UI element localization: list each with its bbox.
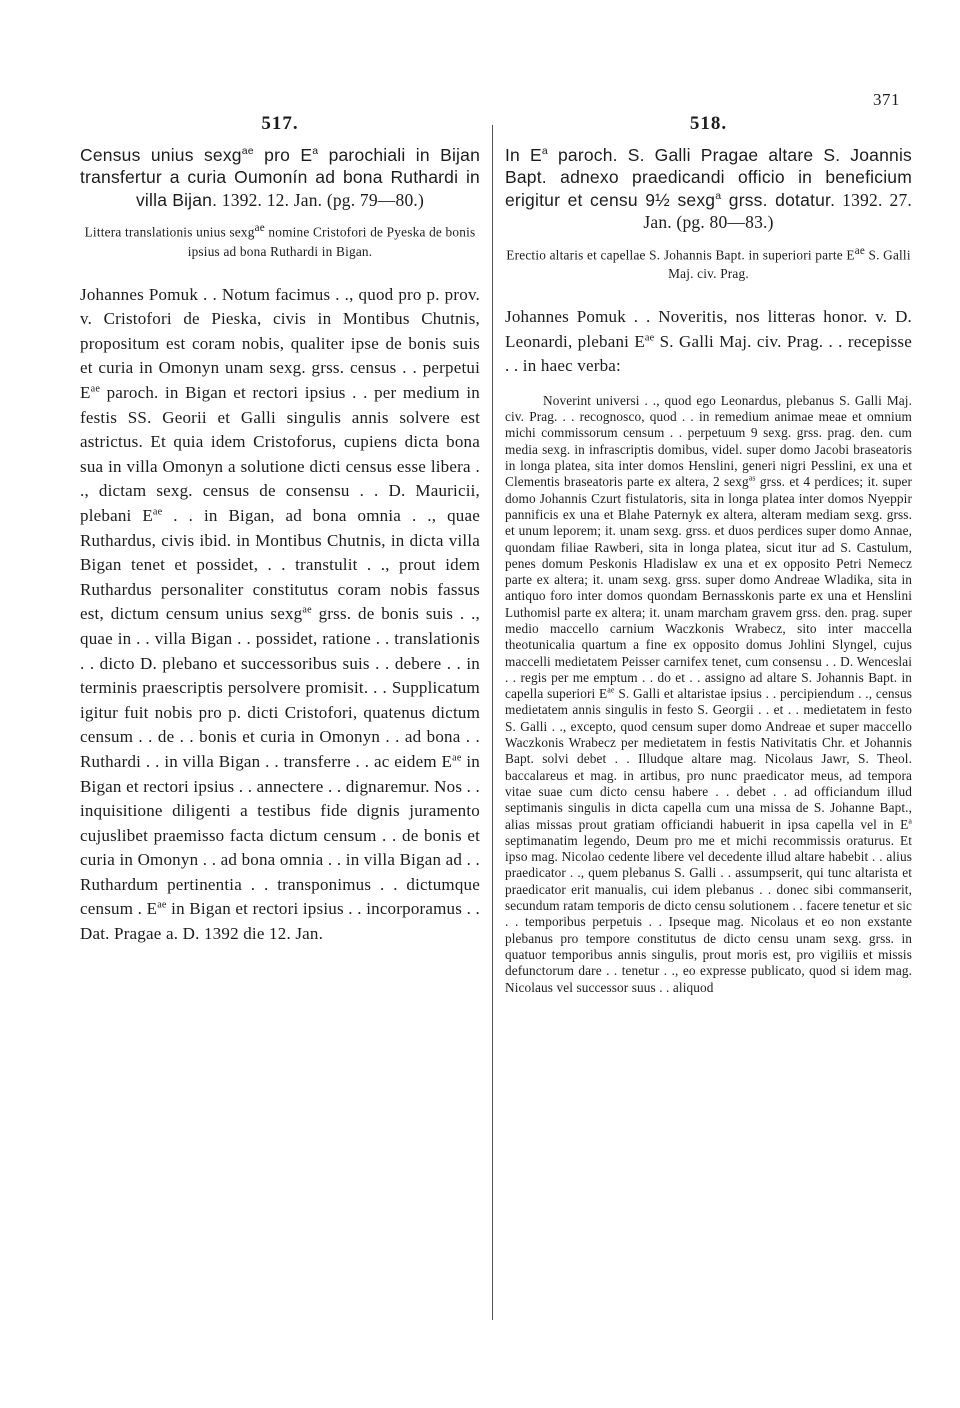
charter-text: Noverint universi . ., quod ego Leonardus, plebanus S. Galli Maj. civ. Prag. . . recognosco, quod . . in remedium animae meae et omnium michi commissorum censum . . perpetuum 9 sexg. grss. prag. den. cum media sexg. in infrascriptis domibus, videl. super domo Jacobi braseatoris in longa platea, sita inter domos Henslini, generi nigri Pesslini, ex una et Clementis braseatoris parte ex altera, 2 sexg [505, 392, 912, 490]
body-superscript: ae [157, 899, 167, 911]
document-summary [505, 242, 912, 283]
body-text: Johannes Pomuk . . Notum facimus . ., quod pro p. prov. v. Cristofori de Pieska, civis in Montibus Chutnis, propositum est coram nobis, qualiter ipse de bonis suis et curia in Omonyn unam sexg. grss. census . . perpetui E [80, 284, 480, 403]
heading-text: parochiali in Bijan transfertur a curia Oumonín ad bona Ruthardi in villa Bijan. [80, 145, 481, 210]
summary-text: S. Galli Maj. civ. Prag. [668, 247, 911, 282]
heading-text: Census unius sexg [80, 145, 242, 165]
body-text: grss. de bonis suis . ., quae in . . villa Bigan . . possidet, ratione . . translationis . . dicto D. plebano et successoribus suis . . debere . . in terminis praescriptis persolvere promisit. . . Supplicatum igitur fuit nobis pro p. dicti Cristofori, quatenus dictum censum . . de . . bonis et curia in Omonyn . . ad bona . . Ruthardi . . in villa Bigan . . transferre . . ac eidem E [80, 604, 480, 771]
body-superscript: ae [90, 383, 101, 395]
heading-date: 1392. 27. Jan. (pg. 80—83.) [643, 189, 913, 233]
body-superscript: ae [152, 506, 163, 518]
charter-superscript: a [908, 816, 912, 826]
body-text: . . in Bigan, ad bona omnia . ., quae Ruthardus, civis ibid. in Montibus Chutnis, in dicta villa Bigan tenet et possidet, . . transtulit . ., prout idem Ruthardus personaliter constitutus coram nobis fassus est, dictum censum unius sexg [80, 505, 480, 624]
heading-text: In E [505, 145, 542, 165]
quoted-charter [505, 393, 912, 996]
summary-text: Erectio altaris et capellae S. Johannis Bapt. in superiori parte E [506, 247, 855, 263]
summary-superscript: ae [854, 244, 865, 257]
document-body [505, 305, 912, 379]
body-text: paroch. in Bigan et rectori ipsius . . per medium in festis SS. Georii et Galli singulis annis solvere est astrictus. Et quia idem Cristoforus, cupiens dicta bona sua in villa Omonyn a solutione dicti census esse libera . ., dictam sexg. census de consensu . . D. Mauricii, plebani E [80, 383, 480, 525]
document-summary [80, 219, 480, 260]
body-text: in Bigan et rectori ipsius . . incorporamus . . Dat. Pragae a. D. 1392 die 12. Jan. [80, 899, 480, 944]
heading-text: paroch. S. Galli Pragae altare S. Joannis Bapt. adnexo praedicandi officio in beneficium erigitur et censu 9½ sexg [505, 145, 912, 210]
document-518 [505, 112, 912, 996]
page-number: 371 [873, 90, 900, 109]
heading-superscript: ae [241, 145, 254, 158]
summary-superscript: ae [254, 222, 265, 235]
heading-superscript: a [541, 145, 548, 158]
body-superscript: ae [452, 752, 462, 764]
document-heading [80, 144, 480, 211]
charter-text: S. Galli et altaristae ipsius . . percipiendum . ., census medietatem annis singulis in festo S. Georgii . . et . . medietatem in festo S. Galli . ., excepto, quod censum super domo Andreae et super maccello Waczkonis Wrabecz per medietatem in festis Nativitatis Chr. et Johannis Bapt. solvi debet . . Illudque altare mag. Nicolaus Jawr, S. Theol. baccalareus et mag. in artibus, pro nunc praedicator meus, ad tempora vitae suae cum dicto censu habere . . debet . . ad officiandum illud septimanis singulis in dicta capella cum una missa de S. Johanne Bapt., alias missas prout gratiam officiandi habuerit in ipsa capella vel in E [505, 686, 912, 832]
document-number: 518. [689, 113, 728, 134]
summary-text: Littera translationis unius sexg [84, 224, 255, 240]
heading-text: grss. dotatur. [721, 189, 836, 210]
document-number: 517. [261, 113, 299, 134]
body-superscript: ae [302, 604, 312, 616]
document-517 [80, 112, 480, 947]
document-heading [505, 144, 912, 234]
body-text: S. Galli Maj. civ. Prag. . . recepisse . . in haec verba: [505, 331, 912, 376]
body-text: Johannes Pomuk . . Noveritis, nos litteras honor. v. D. Leonardi, plebani E [505, 307, 912, 351]
summary-text: nomine Cristofori de Pyeska de bonis ipsius ad bona Ruthardi in Bigan. [187, 224, 476, 259]
heading-superscript: a [715, 189, 722, 202]
charter-superscript: as [748, 473, 756, 483]
charter-text: septimanatim legendo, Deum pro me et michi recommissis oraturus. Et ipso mag. Nicolao cedente libere vel decedente illud altare habebit . . alius praedicator . ., quem plebanus S. Galli . . assumpserit, qui tunc altarista et praedicator erit manualis, cui idem plebanus . . donec sibi commanserit, secundum ratam temporis de dicto censu solutionem . . facere tenetur et sic . . temporibus perpetuis . . Ipseque mag. Nicolaus et eo non exstante plebanus pro tempore constitutus de dicto censu unam sexg. grss. in quatuor temporibus annis singulis, prout moris est, pro vigiliis et missis defunctorum dare . . tenetur . ., eo expresse publicato, quod si idem mag. Nicolaus vel successor suus . . aliquod [505, 832, 913, 995]
document-body [80, 283, 480, 947]
charter-text: grss. et 4 perdices; it. super domo Johannis Czurt fistulatoris, sita in longa platea inter domos Nyeppir pannificis ex una et Blahe Paternyk ex altera, alteram mediam sexg. grss. et unum leporem; it. unam sexg. grss. et duos perdices super domo Annae, quondam filiae Rawberi, sita in longa platea, sicut itur ad S. Castulum, penes domum Peskonis Hladislaw ex una et ex opposito Petri Nemecz parte ex altera; it. unam sexg. grss. super domo Andreae Wladika, sita in antiquo foro inter domos quondam Bernasskonis parte ex una et Henslini Luthomisl parte ex altera; it. unam marcham gravem grss. den. prag. super medio maccello carnium Waczkonis Wrabecz, sito inter maccella theotunicalia quartum a fine ex opposito domus Johlini Slyngel, cujus maccelli medietatem Peisser carnifex tenet, cum consensu . . D. Wenceslai . . regis per me emptum . . do et . . assigno ad altare S. Johannis Bapt. in capella superiori E [505, 474, 912, 702]
heading-superscript: a [312, 145, 319, 158]
heading-text: pro E [253, 145, 313, 165]
column-divider [492, 125, 493, 1320]
body-text: in Bigan et rectori ipsius . . annectere . . dignaremur. Nos . . inquisitione diligenti a testibus fide dignis juramento cujuslibet praemisso facta dictum censum . . de bonis et curia in Omonyn . . ad bona omnia . . in villa Bigan ad . . Ruthardum pertinentia . . transponimus . . dictumque censum . E [80, 751, 480, 919]
charter-superscript: ae [607, 685, 615, 695]
heading-date: 1392. 12. Jan. (pg. 79—80.) [217, 189, 425, 210]
body-superscript: ae [644, 331, 655, 343]
